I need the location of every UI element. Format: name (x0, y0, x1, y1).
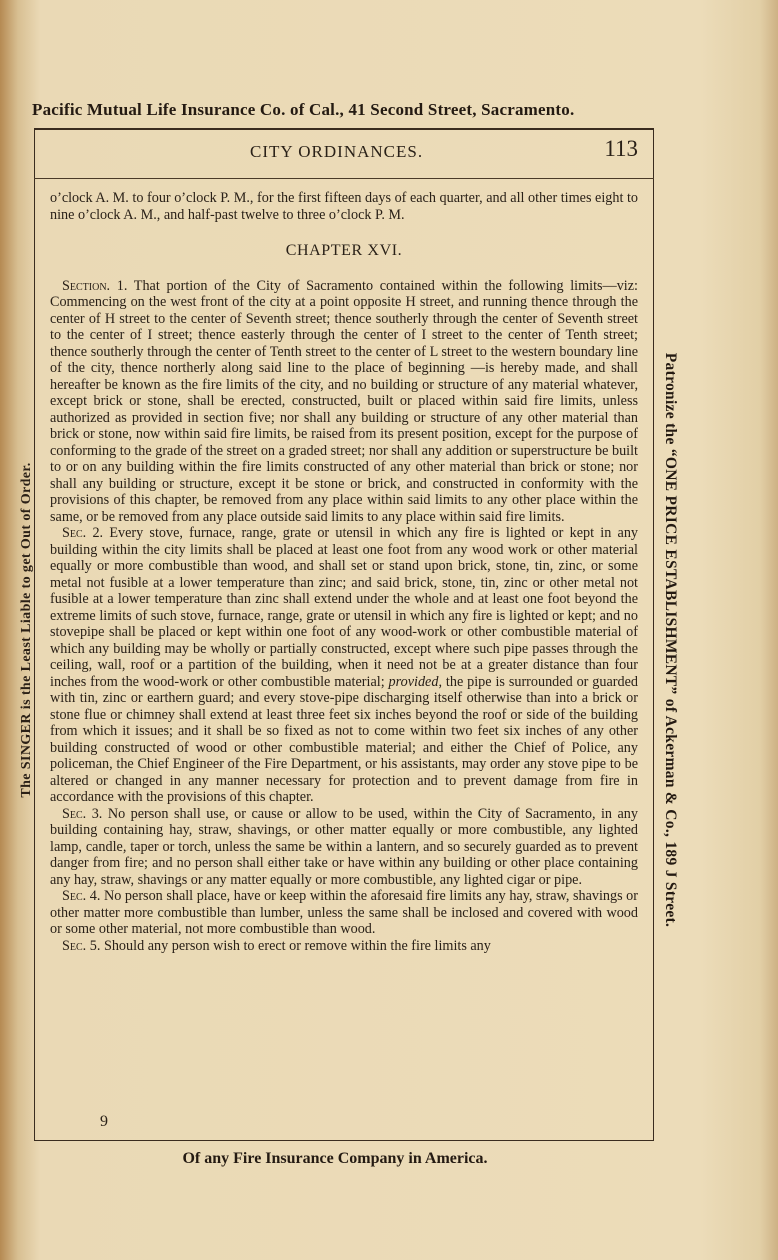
running-title: CITY ORDINANCES. (250, 142, 424, 161)
section-paragraph (50, 888, 638, 938)
section-label: Sec. 4. (62, 888, 101, 904)
section-text: That portion of the City of Sacramento contained within the following limits—viz: Commencing on the west front of the city at a point opposite H street, and running thence through the center of H street to the center of Seventh street; thence southerly through the center of Seventh street to the center of I street; thence easterly through the center of I street to the center of Tenth street; thence southerly through the center of Tenth street to the center of L street to the western boundary line of the city, thence northerly along said line to the place of beginning —is hereby made, and shall hereafter be known as the fire limits of the city, and no building or structure of any material whatever, except brick or stone, shall be erected, constructed, built or placed within said fire limits, unless authorized as provided in section five; nor shall any building or structure of any other material than brick or stone, now within said fire limits, be raised from its present position, except for the purpose of conforming to the grade of the street on a graded street; nor shall any addition or superstructure be built to or on any building within the fire limits constructed of any other material than brick or stone; nor shall any building or structure, except it be stone or brick, and constructed in conformity with the provisions of this chapter, be removed from any place within said limits to any other place within the same, or be removed from any place outside said limits to any place within said fire limits. (50, 277, 638, 525)
section-text: Every stove, furnace, range, grate or utensil in which any fire is lighted or kept in any building within the city limits shall be placed at least one foot from any wood work or other material equally or more combustible than wood, and shall set or stand upon brick, stone, tin, zinc, or some metal not fusible at a lower temperature than zinc; and said brick, stone, tin, zinc or other metal not fusible at a lower temperature than zinc shall extend under the whole and at least one foot beyond the extreme limits of such stove, furnace, range, grate or utensil in which any fire is lighted or kept; and no stovepipe shall be placed or kept within one foot of any wood-work or other combustible material of which any building may be wholly or partially constructed, except where such pipe passes through the ceiling, wall, roof or a partition of the building, when it need not be at a greater distance than four inches from the wood-work or other combustible material; (50, 525, 639, 690)
section-emphasis: provided, (388, 673, 442, 690)
section-label: Sec. 5. (62, 937, 101, 954)
section-paragraph (50, 938, 638, 955)
page-number: 113 (604, 136, 638, 161)
section-label: Section. 1. (62, 277, 128, 294)
chapter-heading: CHAPTER XVI. (285, 242, 403, 259)
section-paragraph (50, 806, 638, 889)
running-head (34, 136, 652, 168)
right-advertisement-text: Patronize the “ONE PRICE ESTABLISHMENT” of Ackerman & Co., 189 J Street. (662, 352, 679, 928)
section-paragraph (50, 278, 638, 526)
intro-paragraph: o’clock A. M. to four o’clock P. M., for the first fifteen days of each quarter, and all other times eight to nine o’clock A. M., and half-past twelve to three o’clock P. M. (50, 190, 638, 223)
left-advertisement-text: The SINGER is the Least Liable to get Out of Order. (19, 462, 34, 798)
signature-mark: 9 (100, 1113, 108, 1130)
section-paragraph (50, 525, 638, 806)
header-rule (34, 178, 654, 179)
section-label: Sec. 2. (62, 525, 104, 541)
section-text: No person shall place, have or keep within the aforesaid fire limits any hay, straw, shavings or other matter more combustible than lumber, unless the same shall be inclosed and covered with wood or some other material, not more combustible than wood. (50, 888, 638, 937)
section-text: Should any person wish to erect or remove within the fire limits any (103, 937, 491, 954)
top-advertisement: Pacific Mutual Life Insurance Co. of Cal., 41 Second Street, Sacramento. (32, 100, 575, 119)
bottom-advertisement: Of any Fire Insurance Company in America. (182, 1150, 488, 1167)
body-text (50, 190, 638, 954)
section-label: Sec. 3. (62, 805, 103, 822)
section-text: No person shall use, or cause or allow to be used, within the City of Sacramento, in any building containing hay, straw, shavings, or other matter equally or more combustible, any lighted lamp, candle, taper or torch, unless the same be within a lantern, and so securely guarded as to prevent danger from fire; and no person shall either take or have within any building or other place containing any hay, straw, shavings or any matter equally or more combustible, any lighted cigar or pipe. (50, 805, 638, 888)
section-text-continued: the pipe is surrounded or guarded with tin, zinc or earthern guard; and every stove-pipe discharging itself otherwise than into a brick or stone flue or chimney shall extend at least three feet six inches beyond the roof or side of the building from which it issues; and it shall be so fixed as not to come within two feet six inches of any other building constructed of wood or other combustible material; and either the Chief of Police, any policeman, the Chief Engineer of the Fire Department, or his assistants, may order any stove pipe to be altered or changed in any manner necessary for protection and to prevent damage from fire in accordance with the provisions of this chapter. (50, 673, 638, 805)
right-advertisement (655, 260, 685, 1020)
